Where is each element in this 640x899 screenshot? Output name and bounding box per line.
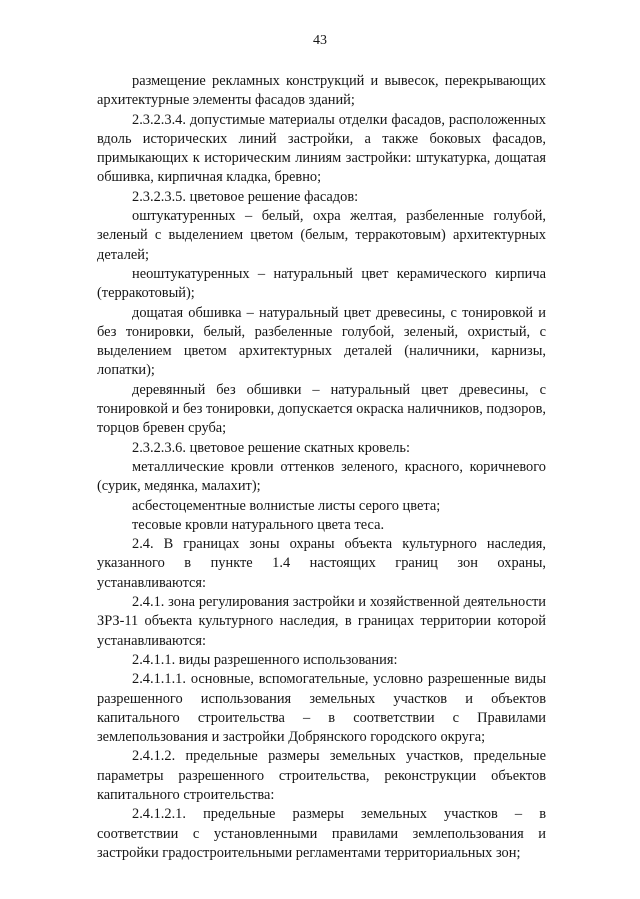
paragraph-2-4: 2.4. В границах зоны охраны объекта культурного наследия, указанного в пункте 1.4 настоящих границ зон охраны, устанавливаются: — [97, 536, 546, 591]
paragraph-2-4-1-1-1: 2.4.1.1.1. основные, вспомогательные, условно разрешенные виды разрешенного использования земельных участков и объектов капитального строительства – в соответствии с Правилами землепользования и застройки Добрянского городского округа; — [97, 671, 546, 746]
paragraph-plastered: оштукатуренных – белый, охра желтая, разбеленные голубой, зеленый с выделением цветом (белым, терракотовым) архитектурных деталей; — [97, 208, 546, 263]
paragraph-2-3-2-3-4: 2.3.2.3.4. допустимые материалы отделки фасадов, расположенных вдоль исторических линий застройки, а также боковых фасадов, примыкающих к историческим линиям застройки: штукатурка, дощатая обшивка, кирпичная кладка, бревно; — [97, 111, 546, 186]
paragraph-wooden-unclad: деревянный без обшивки – натуральный цвет древесины, с тонировкой и без тонировки, допускается окраска наличников, подзоров, торцов бревен сруба; — [97, 381, 546, 437]
paragraph-asbestos-sheets: асбестоцементные волнистые листы серого цвета; — [132, 497, 441, 514]
paragraph-2-3-2-3-6: 2.3.2.3.6. цветовое решение скатных кровель: — [132, 439, 410, 456]
paragraph-2-3-2-3-5: 2.3.2.3.5. цветовое решение фасадов: — [132, 188, 359, 205]
paragraph-2-4-1-2: 2.4.1.2. предельные размеры земельных участков, предельные параметры разрешенного строительства, реконструкции объектов капитального строительства: — [97, 748, 546, 803]
paragraph-unplastered: неоштукатуренных – натуральный цвет керамического кирпича (терракотовый); — [97, 265, 546, 302]
document-body — [97, 72, 546, 863]
page-number: 43 — [313, 33, 327, 48]
paragraph-2-4-1: 2.4.1. зона регулирования застройки и хозяйственной деятельности ЗРЗ-11 объекта культурного наследия, в границах территории которой устанавливаются: — [97, 594, 546, 649]
paragraph-plank-roofs: тесовые кровли натурального цвета теса. — [132, 516, 385, 533]
paragraph-metal-roofs: металлические кровли оттенков зеленого, красного, коричневого (сурик, медянка, малахит); — [97, 458, 546, 495]
paragraph-plank-cladding: дощатая обшивка – натуральный цвет древесины, с тонировкой и без тонировки, белый, разбеленные голубой, зеленый, охристый, с выделением цветом архитектурных деталей (наличники, карнизы, лопатки); — [97, 304, 546, 379]
paragraph-2-4-1-1: 2.4.1.1. виды разрешенного использования: — [132, 651, 398, 668]
paragraph-2-4-1-2-1: 2.4.1.2.1. предельные размеры земельных участков – в соответствии с установленными правилами землепользования и застройки градостроительными регламентами территориальных зон; — [97, 806, 546, 861]
paragraph-advertising: размещение рекламных конструкций и вывесок, перекрывающих архитектурные элементы фасадов зданий; — [97, 73, 546, 109]
